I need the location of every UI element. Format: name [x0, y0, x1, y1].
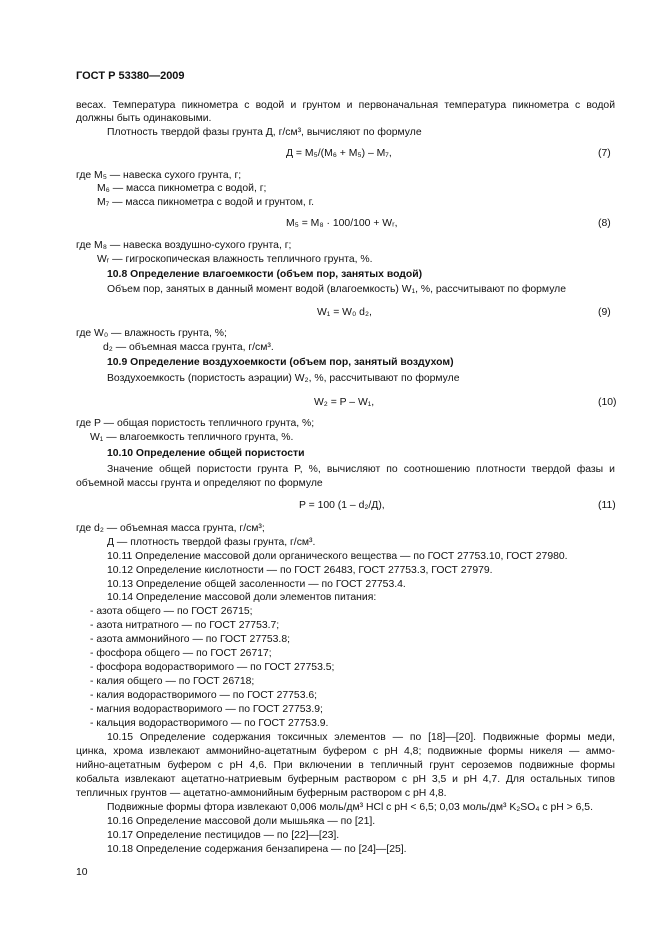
where-line: d₂ — объемная масса грунта, г/см³.	[103, 342, 274, 353]
where-line: где W₀ — влажность грунта, %;	[76, 328, 227, 339]
formula-7: Д = M₅/(M₆ + M₅) – M₇,	[286, 148, 392, 159]
section-10-14: 10.14 Определение массовой доли элементов питания:	[107, 592, 377, 603]
formula-10: W₂ = P – W₁,	[314, 397, 375, 408]
list-item: - азота нитратного — по ГОСТ 27753.7;	[90, 620, 280, 631]
document-header: ГОСТ Р 53380—2009	[76, 70, 185, 82]
section-10-12: 10.12 Определение кислотности — по ГОСТ 26483, ГОСТ 27753.3, ГОСТ 27979.	[107, 565, 493, 576]
text-line: Воздухоемкость (пористость аэрации) W₂, %, рассчитывают по формуле	[107, 373, 460, 384]
text-line: нийно-ацетатным буфером с pH 4,6. При включении в тепличный грунт сероземов подвижные формы	[76, 760, 615, 771]
equation-number-10: (10)	[598, 397, 617, 408]
where-line: где M₅ — навеска сухого грунта, г;	[76, 170, 242, 181]
section-heading-10-9: 10.9 Определение воздухоемкости (объем пор, занятый воздухом)	[107, 357, 454, 368]
equation-number-11: (11)	[598, 500, 616, 511]
where-line: Д — плотность твердой фазы грунта, г/см³.	[107, 537, 316, 548]
equation-number-8: (8)	[598, 218, 611, 229]
text-line: объемной массы грунта и определяют по формуле	[76, 478, 323, 489]
list-item: - калия водорастворимого — по ГОСТ 27753.6;	[90, 690, 318, 701]
section-10-16: 10.16 Определение массовой доли мышьяка — по [21].	[107, 816, 376, 827]
list-item: - азота общего — по ГОСТ 26715;	[90, 606, 253, 617]
section-10-17: 10.17 Определение пестицидов — по [22]—[23].	[107, 830, 340, 841]
text-line: тепличных грунтов — ацетатно-аммонийным буферным раствором с pH 4,8.	[76, 788, 447, 799]
text-line: Плотность твердой фазы грунта Д, г/см³, вычисляют по формуле	[107, 127, 422, 138]
section-10-11: 10.11 Определение массовой доли органического вещества — по ГОСТ 27753.10, ГОСТ 27980.	[107, 551, 568, 562]
where-line: Wᵣ — гигроскопическая влажность тепличного грунта, %.	[97, 254, 373, 265]
section-10-15: 10.15 Определение содержания токсичных элементов — по [18]—[20]. Подвижные формы меди,	[107, 732, 615, 743]
section-10-13: 10.13 Определение общей засоленности — по ГОСТ 27753.4.	[107, 579, 406, 590]
formula-9: W₁ = W₀ d₂,	[317, 307, 372, 318]
text-line: Объем пор, занятых в данный момент водой (влагоемкость) W₁, %, рассчитывают по формуле	[107, 284, 567, 295]
where-line: где d₂ — объемная масса грунта, г/см³;	[76, 523, 265, 534]
text-line: кобальта извлекают ацетатно-натриевым буферным раствором с pH 3,5 и pH 4,7. Для остальных типов	[76, 774, 615, 785]
equation-number-7: (7)	[598, 148, 611, 159]
text-line: весах. Температура пикнометра с водой и грунтом и первоначальная температура пикнометра с водой	[76, 100, 615, 111]
where-line: W₁ — влагоемкость тепличного грунта, %.	[90, 432, 294, 443]
section-10-18: 10.18 Определение содержания бензапирена — по [24]—[25].	[107, 844, 407, 855]
where-line: M₆ — масса пикнометра с водой, г;	[97, 183, 267, 194]
where-line: где P — общая пористость тепличного грунта, %;	[76, 418, 315, 429]
where-line: где M₈ — навеска воздушно-сухого грунта, г;	[76, 240, 292, 251]
text-line: должны быть одинаковыми.	[76, 113, 212, 124]
text-line: Значение общей пористости грунта P, %, вычисляют по соотношению плотности твердой фазы и	[107, 464, 615, 475]
list-item: - калия общего — по ГОСТ 26718;	[90, 676, 255, 687]
where-line: M₇ — масса пикнометра с водой и грунтом, г.	[97, 197, 315, 208]
list-item: - магния водорастворимого — по ГОСТ 27753.9;	[90, 704, 323, 715]
list-item: - азота аммонийного — по ГОСТ 27753.8;	[90, 634, 290, 645]
section-heading-10-8: 10.8 Определение влагоемкости (объем пор, занятых водой)	[107, 269, 423, 280]
list-item: - фосфора водорастворимого — по ГОСТ 27753.5;	[90, 662, 335, 673]
equation-number-9: (9)	[598, 307, 611, 318]
list-item: - кальция водорастворимого — по ГОСТ 27753.9.	[90, 718, 329, 729]
section-heading-10-10: 10.10 Определение общей пористости	[107, 448, 305, 459]
list-item: - фосфора общего — по ГОСТ 26717;	[90, 648, 272, 659]
formula-11: P = 100 (1 – d₂/Д),	[299, 500, 385, 511]
text-line: цинка, хрома извлекают аммонийно-ацетатным буфером с pH 4,8; подвижные формы никеля — аммо-	[76, 746, 615, 757]
text-line: Подвижные формы фтора извлекают 0,006 моль/дм³ HCl с pH < 6,5; 0,03 моль/дм³ K₂SO₄ с pH > 6,5.	[107, 802, 593, 813]
page-number: 10	[76, 867, 88, 878]
formula-8: M₅ = M₈ · 100/100 + Wᵣ,	[286, 218, 398, 229]
